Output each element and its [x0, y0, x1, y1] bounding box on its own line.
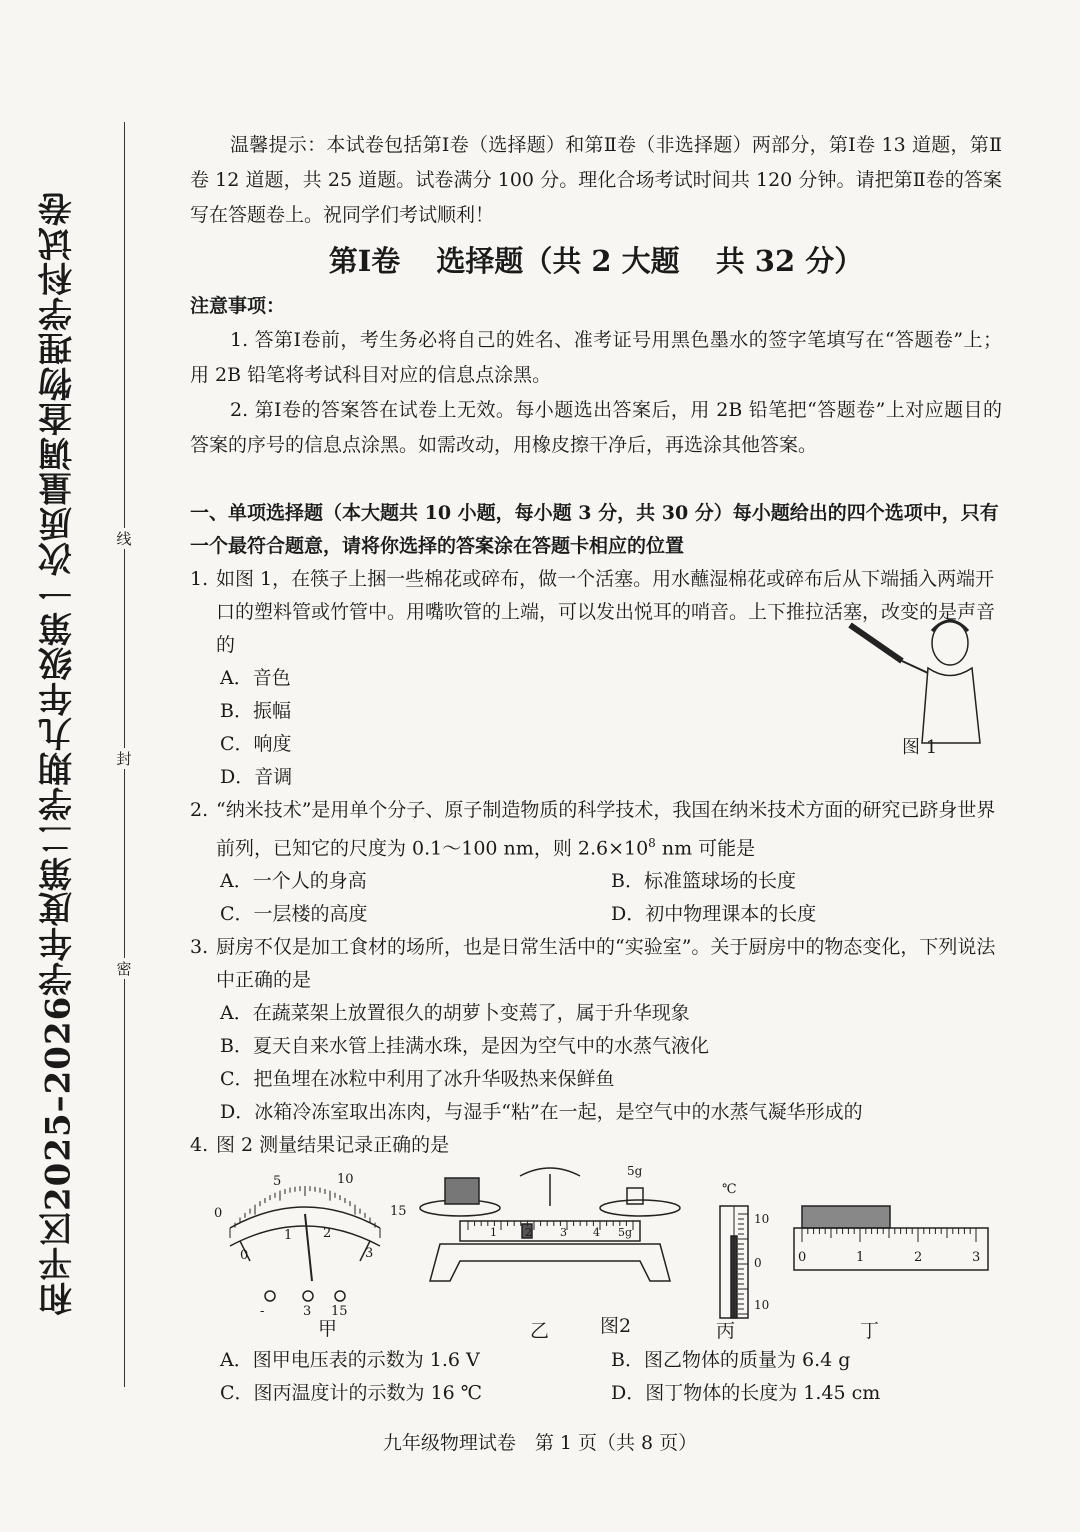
terminal-label-3: 3	[303, 1304, 312, 1320]
option-a: A．音色	[220, 667, 291, 689]
balance-scale-2: 2	[525, 1226, 532, 1240]
part-title-volume: 第Ⅰ卷	[328, 244, 401, 278]
question-stem-end: nm 可能是	[655, 837, 756, 860]
terminal-neg	[265, 1291, 275, 1301]
thermometer-unit: ℃	[722, 1182, 737, 1198]
ruler-mark-1: 1	[856, 1250, 865, 1266]
question-number: 4.	[190, 1134, 209, 1157]
question-3	[190, 931, 1002, 1129]
figure-2-drawings	[190, 1166, 1002, 1336]
voltmeter-ticks	[230, 1186, 380, 1238]
question-number: 1.	[190, 568, 209, 590]
label-yi: 乙	[530, 1320, 550, 1343]
thermometer-ticks	[738, 1214, 748, 1314]
exam-content	[190, 128, 1002, 1410]
balance-weight-label: 5g	[627, 1164, 643, 1179]
part-title-type: 选择题（共 2 大题	[436, 244, 680, 278]
option-a: A．在蔬菜架上放置很久的胡萝卜变蔫了，属于升华现象	[220, 1002, 690, 1025]
voltmeter	[230, 1207, 380, 1301]
ruler-mark-0: 0	[798, 1250, 807, 1266]
figure-1-stick	[902, 661, 928, 673]
question-number: 3.	[190, 936, 209, 959]
ruler-body	[794, 1228, 988, 1270]
option-d: D．音调	[220, 766, 293, 788]
question-1	[190, 563, 1002, 794]
figure-2-caption: 图2	[600, 1315, 632, 1338]
notes-heading: 注意事项：	[190, 295, 286, 317]
part-title-score: 共 32 分）	[715, 244, 864, 278]
option-c: C．一层楼的高度	[220, 903, 368, 926]
volt-top-15: 15	[390, 1204, 407, 1220]
question-number: 2.	[190, 799, 209, 821]
balance-scale-3: 3	[560, 1226, 567, 1240]
question-stem: “纳米技术”是用单个分子、原子制造物质的科学技术，我国在纳米技术方面的研究已跻身世界前列，已知它的尺度为 0.1～100 nm，则 2.6×10	[216, 799, 996, 860]
volt-bottom-1: 1	[284, 1228, 293, 1244]
volt-bottom-3: 3	[365, 1246, 374, 1262]
option-b: B．夏天自来水管上挂满水珠，是因为空气中的水蒸气液化	[220, 1035, 709, 1058]
option-a: A．图甲电压表的示数为 1.6 V	[220, 1349, 480, 1372]
balance-weight	[627, 1188, 643, 1204]
terminal-label-neg: -	[260, 1304, 265, 1320]
thermometer	[720, 1206, 748, 1318]
page-footer: 九年级物理试卷 第 1 页（共 8 页）	[382, 1432, 698, 1454]
balance-scale-4: 4	[593, 1226, 600, 1240]
ruler-ticks	[802, 1228, 976, 1242]
option-a: A．一个人的身高	[220, 870, 367, 893]
balance-base	[430, 1244, 670, 1281]
option-d: D．初中物理课本的长度	[611, 903, 817, 926]
label-bing: 丙	[716, 1320, 736, 1343]
side-exam-title: 和平区2025–2026学年度第二学期九年级第一次质量调查物理学科试卷	[38, 190, 79, 1316]
voltmeter-inner-arc	[230, 1226, 380, 1246]
seal-mark-mi: 密	[114, 958, 134, 979]
figure-1-tube	[850, 625, 902, 661]
volt-top-10: 10	[337, 1172, 354, 1188]
balance-right-pan	[600, 1200, 680, 1216]
terminal-15	[335, 1291, 345, 1301]
option-b: B．振幅	[220, 700, 291, 722]
volt-top-5: 5	[273, 1174, 282, 1190]
question-4	[190, 1129, 1002, 1410]
balance	[420, 1168, 680, 1281]
volt-bottom-2: 2	[323, 1226, 332, 1242]
question-2	[190, 794, 1002, 931]
ruler-mark-3: 3	[972, 1250, 981, 1266]
thermo-mark-0: 0	[754, 1256, 762, 1271]
option-b: B．图乙物体的质量为 6.4 g	[611, 1349, 851, 1372]
note-item-2: 2. 第Ⅰ卷的答案答在试卷上无效。每小题选出答案后，用 2B 铅笔把“答题卷”上对应题目的答案的序号的信息点涂黑。如需改动，用橡皮擦干净后，再选涂其他答案。	[190, 399, 1002, 456]
ruler-mark-2: 2	[914, 1250, 923, 1266]
balance-object	[445, 1178, 479, 1204]
warm-tip: 温馨提示：本试卷包括第Ⅰ卷（选择题）和第Ⅱ卷（非选择题）两部分，第Ⅰ卷 13 道题，第Ⅱ卷 12 道题，共 25 道题。试卷满分 100 分。理化合场考试时间共 120 分钟。请把第Ⅱ卷的答案写在答题卷上。祝同学们考试顺利！	[190, 134, 1002, 226]
question-stem: 如图 1，在筷子上捆一些棉花或碎布，做一个活塞。用水蘸湿棉花或碎布后从下端插入两端开口的塑料管或竹管中。用嘴吹管的上端，可以发出悦耳的哨音。上下推拉活塞，改变的是声音的	[216, 568, 996, 656]
volt-top-0: 0	[214, 1206, 223, 1222]
section-heading: 一、单项选择题（本大题共 10 小题，每小题 3 分，共 30 分）每小题给出的四个选项中，只有一个最符合题意，请将你选择的答案涂在答题卡相应的位置	[190, 502, 999, 557]
question-stem: 图 2 测量结果记录正确的是	[216, 1134, 450, 1157]
option-d: D．冰箱冷冻室取出冻肉，与湿手“粘”在一起，是空气中的水蒸气凝华形成的	[220, 1101, 863, 1124]
option-b: B．标准篮球场的长度	[611, 870, 796, 893]
thermo-mark-minus10: 10	[754, 1298, 770, 1313]
thermo-mark-10: 10	[754, 1212, 770, 1227]
terminal-label-15: 15	[331, 1304, 348, 1320]
voltmeter-pointer	[305, 1214, 312, 1281]
exponent: 8	[648, 836, 656, 850]
option-c: C．响度	[220, 733, 292, 755]
figure-2	[190, 1164, 1002, 1343]
figure-1-illustration	[840, 613, 990, 748]
volt-bottom-0: 0	[240, 1248, 249, 1264]
balance-scale-5g: 5g	[618, 1226, 633, 1240]
figure-1-body	[922, 668, 980, 743]
option-c: C．图丙温度计的示数为 16 ℃	[220, 1382, 483, 1405]
balance-scale-1: 1	[490, 1226, 497, 1240]
label-jia: 甲	[318, 1318, 338, 1341]
figure-1-caption: 图 1	[902, 737, 938, 758]
ruler	[794, 1206, 988, 1270]
part-title	[190, 235, 1002, 287]
option-d: D．图丁物体的长度为 1.45 cm	[611, 1382, 881, 1405]
ruler-object	[802, 1206, 890, 1228]
question-stem: 厨房不仅是加工食材的场所，也是日常生活中的“实验室”。关于厨房中的物态变化，下列说法中正确的是	[216, 936, 996, 992]
option-c: C．把鱼埋在冰粒中利用了冰升华吸热来保鲜鱼	[220, 1068, 615, 1091]
label-ding: 丁	[860, 1320, 880, 1343]
figure-1-hair	[932, 621, 968, 631]
seal-mark-xian: 线	[114, 528, 134, 549]
terminal-3	[303, 1291, 313, 1301]
seal-mark-feng: 封	[114, 748, 134, 769]
note-item-1: 1. 答第Ⅰ卷前，考生务必将自己的姓名、准考证号用黑色墨水的签字笔填写在“答题卷”上；用 2B 铅笔将考试科目对应的信息点涂黑。	[190, 329, 1002, 386]
